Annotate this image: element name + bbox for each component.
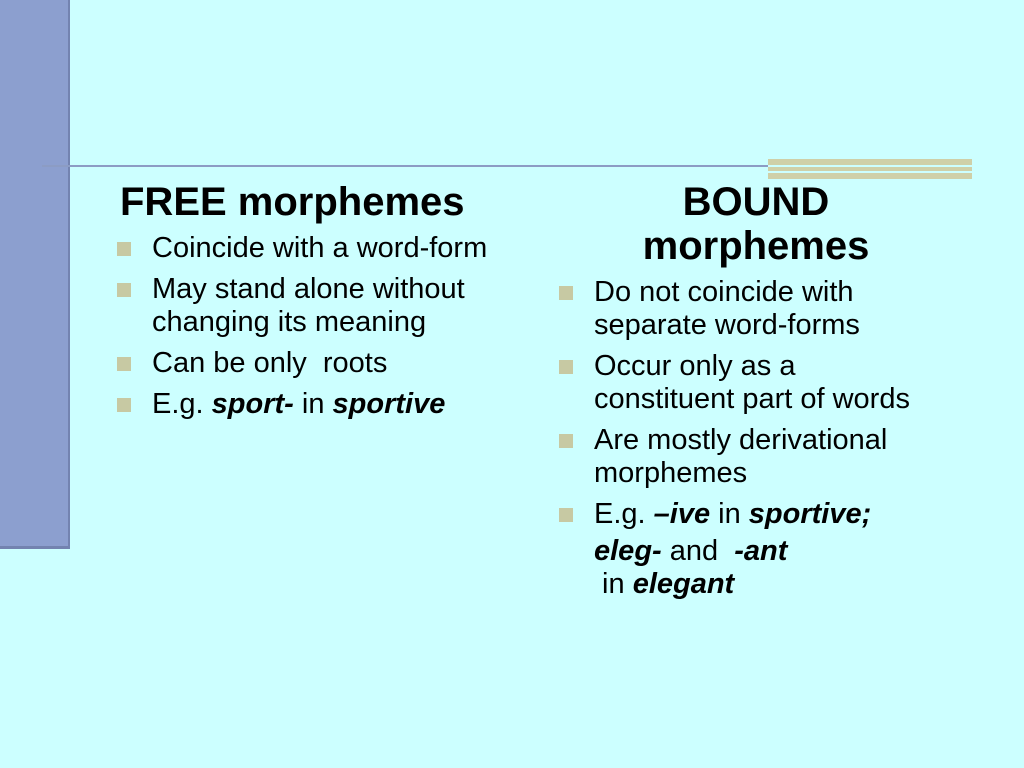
side-decoration-shadow [0, 546, 70, 549]
list-item [556, 424, 984, 490]
list-item-text: Can be only roots [152, 347, 388, 379]
list-item-text: Are mostly derivational morphemes [594, 424, 888, 489]
example-morpheme: –ive [653, 498, 711, 530]
square-bullet-icon [559, 286, 573, 300]
example-word: sportive [332, 388, 446, 420]
list-item-text: Do not coincide with separate word-forms [594, 276, 860, 341]
example-morpheme: sport- [211, 388, 294, 420]
example-connector: and [661, 535, 735, 567]
free-morphemes-list [114, 232, 534, 421]
square-bullet-icon [559, 360, 573, 374]
list-item [114, 347, 534, 380]
list-item [114, 388, 534, 421]
side-decoration-bar [0, 0, 70, 548]
square-bullet-icon [559, 508, 573, 522]
example-connector: in [594, 568, 633, 600]
list-item [556, 276, 934, 342]
square-bullet-icon [117, 357, 131, 371]
list-item [114, 232, 492, 265]
list-item-text: Occur only as a constituent part of words [594, 350, 910, 415]
example-connector: in [293, 388, 333, 420]
heading-line-2: morphemes [642, 224, 870, 268]
heading-line-1: BOUND [682, 180, 830, 224]
free-morphemes-heading: FREE morphemes [120, 180, 465, 224]
bound-morphemes-heading [556, 180, 956, 268]
example-morpheme: -ant [734, 535, 788, 567]
list-item [556, 350, 914, 416]
list-item-text: May stand alone without changing its meaning [152, 273, 465, 338]
list-item [556, 498, 976, 531]
example-word: elegant [632, 568, 735, 600]
free-morphemes-column [114, 180, 534, 429]
example-prefix: E.g. [152, 388, 212, 420]
divider-accent-stripes [768, 159, 972, 179]
list-item-text: Coincide with a word-form [152, 232, 488, 264]
example-morpheme: eleg- [594, 535, 662, 567]
square-bullet-icon [559, 434, 573, 448]
example-connector: in [710, 498, 749, 530]
example-continuation [556, 535, 914, 601]
square-bullet-icon [117, 398, 131, 412]
example-prefix: E.g. [594, 498, 654, 530]
list-item [114, 273, 472, 339]
bound-morphemes-list [556, 276, 976, 531]
square-bullet-icon [117, 242, 131, 256]
bound-morphemes-column [556, 180, 976, 601]
example-word: sportive; [748, 498, 872, 530]
square-bullet-icon [117, 283, 131, 297]
